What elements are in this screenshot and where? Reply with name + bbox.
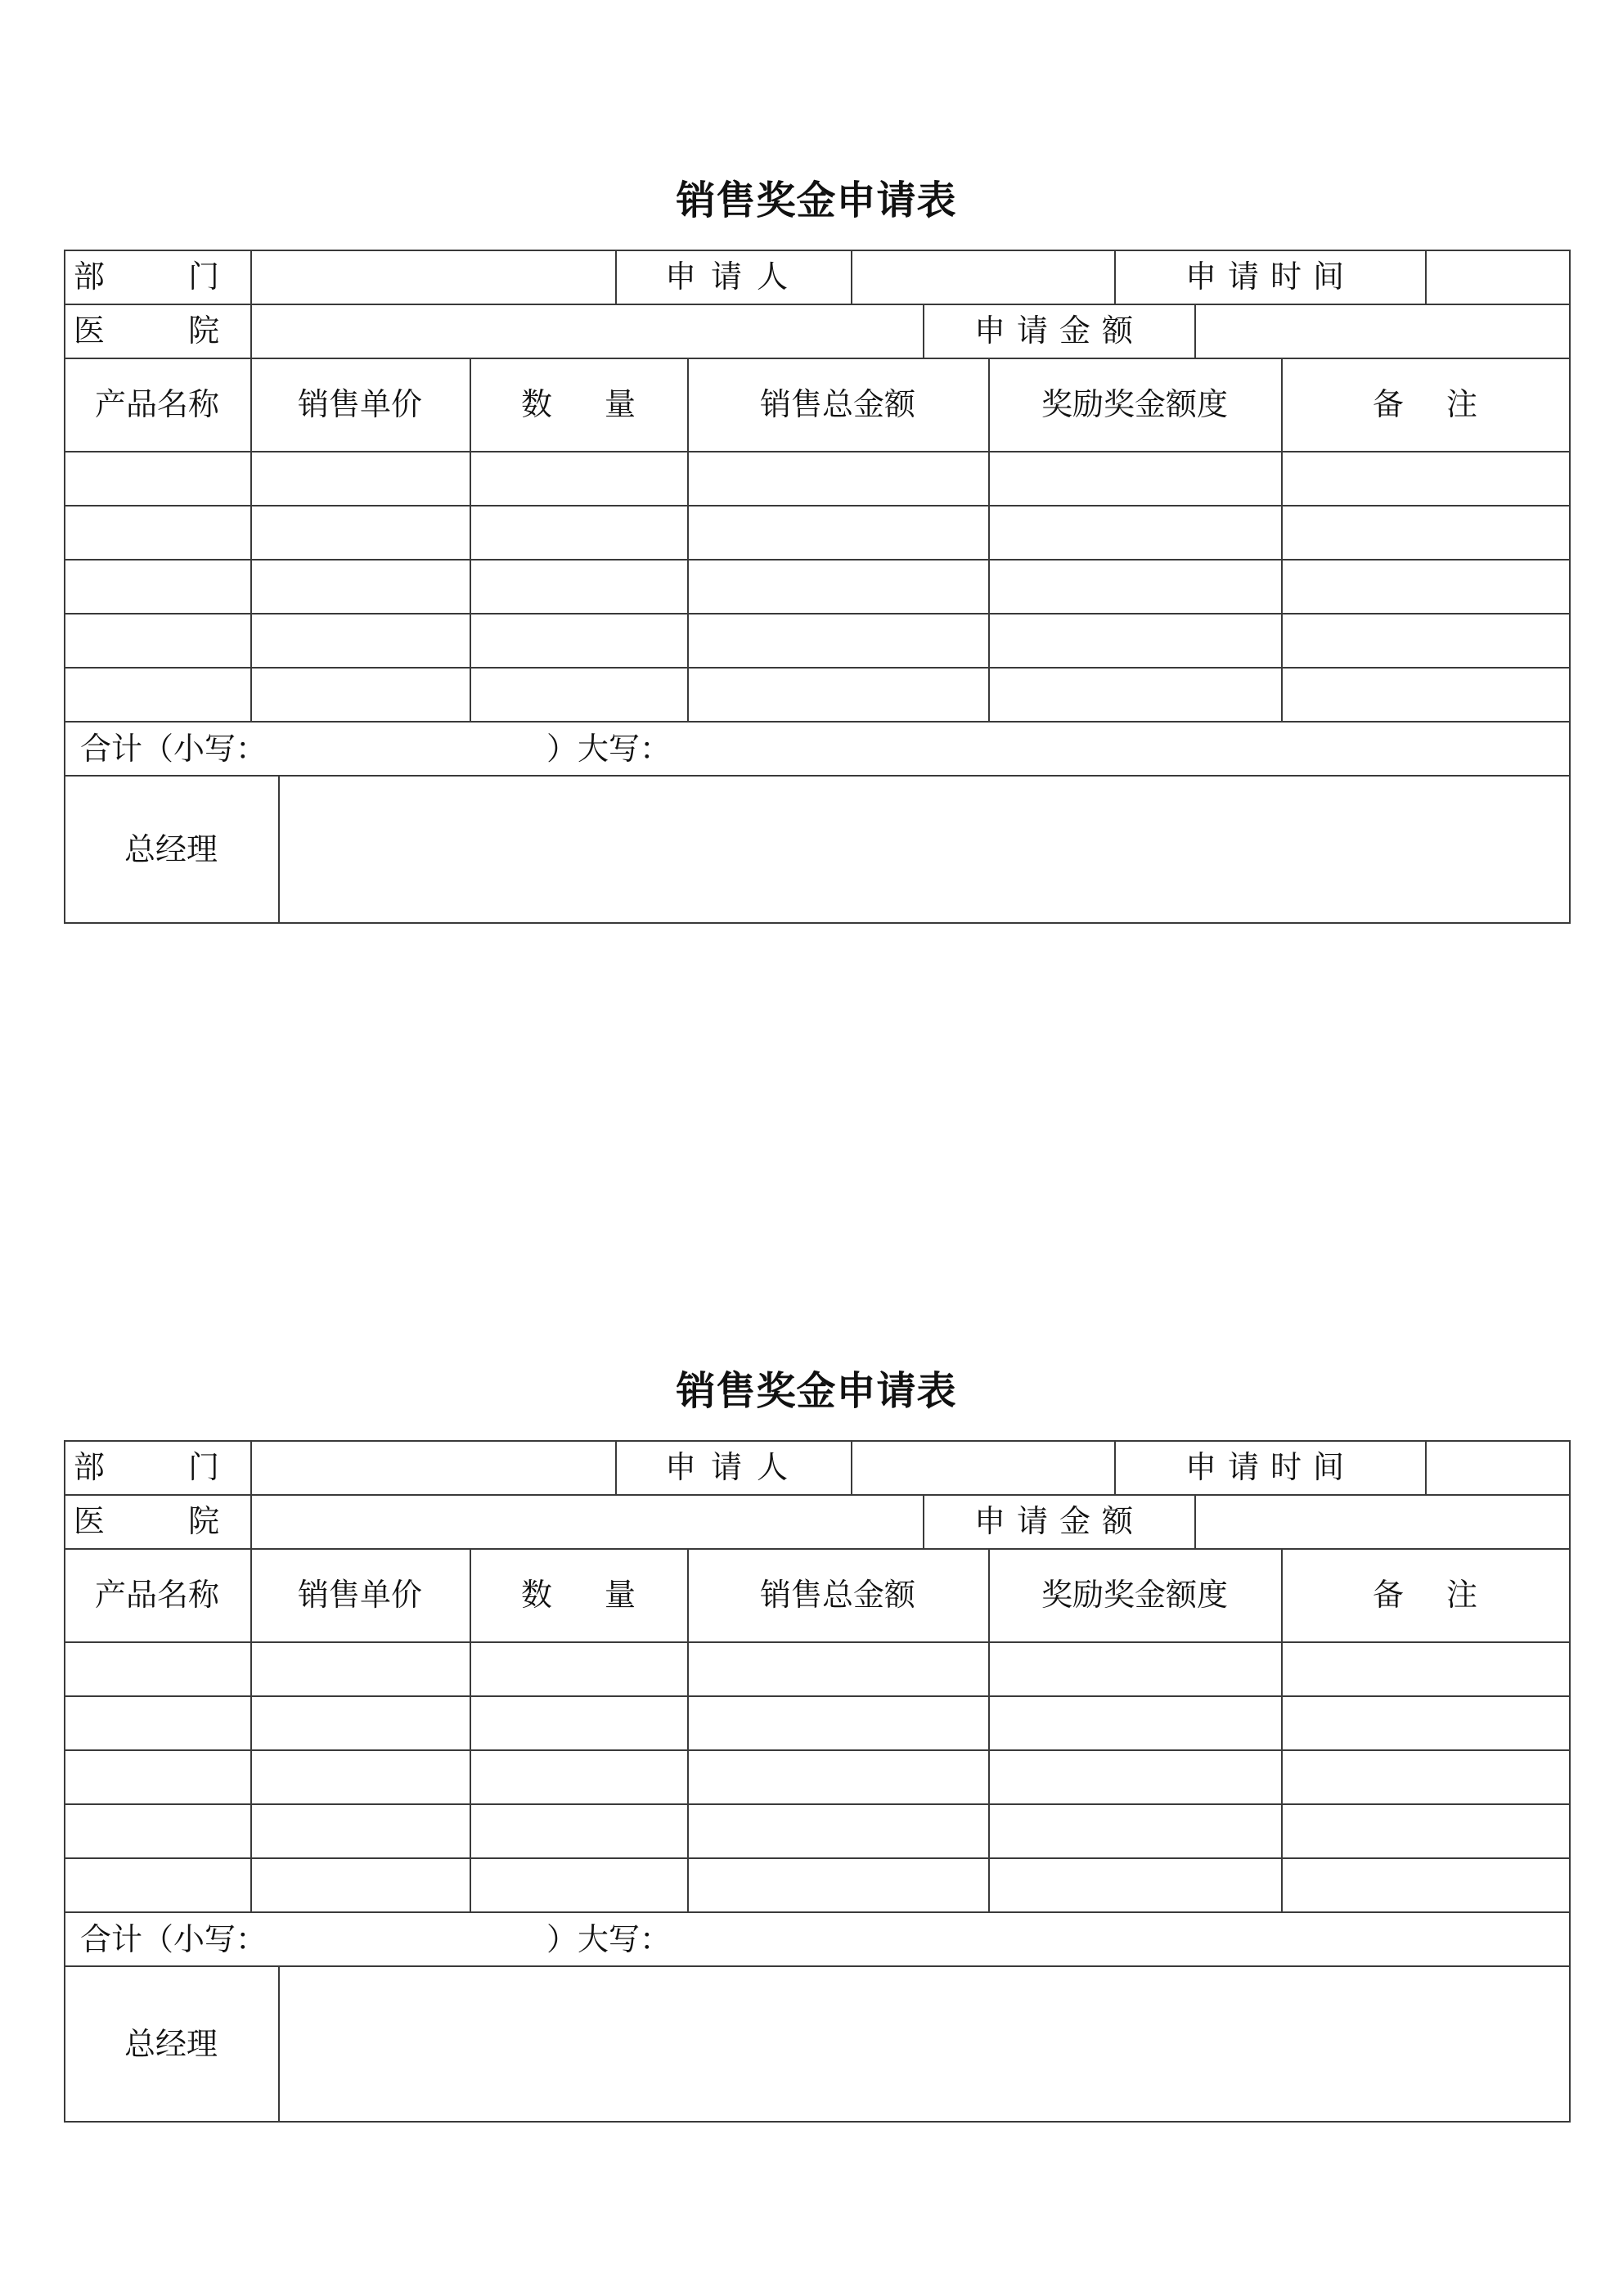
apply-time-label: 申请时间 <box>1185 1449 1355 1485</box>
row-divider <box>64 505 1569 506</box>
total-small-label: 合计（小写： <box>80 731 268 767</box>
department-field[interactable] <box>252 1442 615 1494</box>
form-title: 销售奖金申请表 <box>676 178 957 223</box>
row-divider <box>64 451 1569 452</box>
manager-field[interactable] <box>280 1967 1569 2121</box>
department-label: 部 门 <box>73 1449 241 1485</box>
total-big-label: ）大写： <box>546 731 672 767</box>
total-big-label: ）大写： <box>546 1921 672 1957</box>
column-header-unit-price: 销售单价 <box>297 1577 422 1613</box>
apply-time-field[interactable] <box>1427 1442 1569 1494</box>
row-divider <box>64 1803 1569 1805</box>
row-divider <box>64 1857 1569 1859</box>
column-header-total-amount: 销售总金额 <box>759 1577 915 1613</box>
applicant-field[interactable] <box>852 251 1114 304</box>
row-divider <box>64 1695 1569 1697</box>
column-header-remark: 备 注 <box>1372 386 1478 422</box>
row-divider <box>64 721 1569 723</box>
column-header-total-amount: 销售总金额 <box>759 386 915 422</box>
row-divider <box>64 1911 1569 1913</box>
column-header-remark: 备 注 <box>1372 1577 1478 1613</box>
applicant-label: 申请人 <box>664 259 803 295</box>
manager-label: 总经理 <box>124 2026 218 2062</box>
apply-amount-field[interactable] <box>1196 1496 1569 1548</box>
form-title: 销售奖金申请表 <box>676 1368 957 1414</box>
hospital-field[interactable] <box>252 1496 923 1548</box>
column-header-bonus-amount: 奖励奖金额度 <box>1041 1577 1228 1613</box>
applicant-label: 申请人 <box>664 1449 803 1485</box>
apply-time-label: 申请时间 <box>1185 259 1355 295</box>
row-divider <box>64 1749 1569 1751</box>
apply-time-field[interactable] <box>1427 251 1569 304</box>
column-header-quantity: 数 量 <box>520 386 636 422</box>
total-small-label: 合计（小写： <box>80 1921 268 1957</box>
apply-amount-field[interactable] <box>1196 305 1569 358</box>
table-border-right <box>1569 250 1571 924</box>
column-header-product-name: 产品名称 <box>94 1577 219 1613</box>
row-divider <box>64 613 1569 615</box>
department-field[interactable] <box>252 251 615 304</box>
table-border-bottom <box>64 922 1571 924</box>
row-divider <box>64 559 1569 560</box>
hospital-field[interactable] <box>252 305 923 358</box>
apply-amount-label: 申请金额 <box>973 1503 1144 1539</box>
row-divider <box>64 1641 1569 1643</box>
hospital-label: 医 院 <box>73 313 241 349</box>
applicant-field[interactable] <box>852 1442 1114 1494</box>
column-header-quantity: 数 量 <box>520 1577 636 1613</box>
hospital-label: 医 院 <box>73 1503 241 1539</box>
column-header-unit-price: 销售单价 <box>297 386 422 422</box>
column-header-bonus-amount: 奖励奖金额度 <box>1041 386 1228 422</box>
table-border-right <box>1569 1440 1571 2123</box>
apply-amount-label: 申请金额 <box>973 313 1144 349</box>
department-label: 部 门 <box>73 259 241 295</box>
application-form-1 <box>64 176 1569 929</box>
column-header-product-name: 产品名称 <box>94 386 219 422</box>
row-divider <box>64 667 1569 669</box>
manager-field[interactable] <box>280 777 1569 922</box>
application-form-2 <box>64 1366 1569 2127</box>
table-border-bottom <box>64 2121 1571 2123</box>
manager-label: 总经理 <box>124 831 218 867</box>
